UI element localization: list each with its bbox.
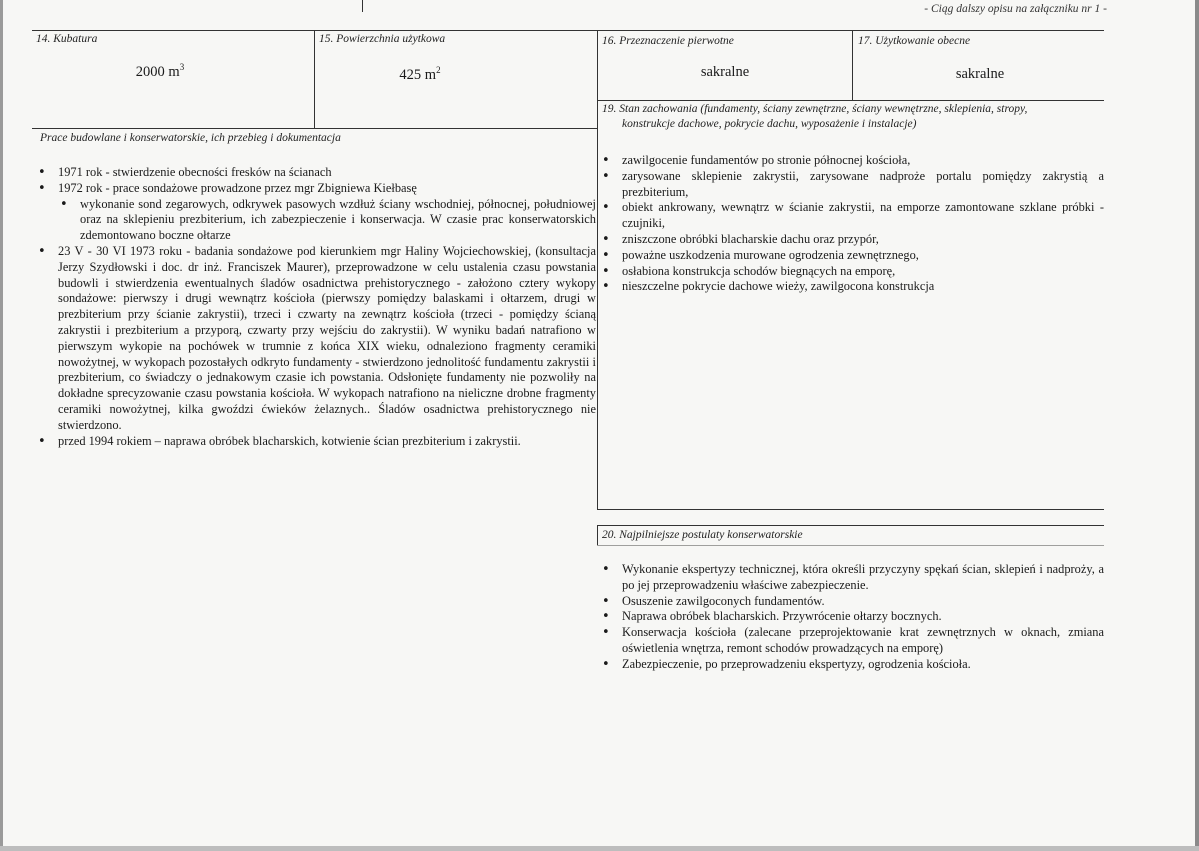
kubatura-value bbox=[60, 62, 260, 81]
list-item: • zarysowane sklepienie zakrystii, zarysowane nadproże portalu pomiędzy zakrystią a prezbiterium, bbox=[600, 169, 1104, 201]
divider-20-left bbox=[597, 525, 598, 545]
prace-list-box bbox=[36, 165, 596, 449]
divider-16-17 bbox=[852, 30, 853, 100]
list-item: • osłabiona konstrukcja schodów biegnących na emporę, bbox=[600, 264, 1104, 280]
kubatura-number: 2000 m bbox=[135, 64, 180, 80]
list-item: • zniszczone obróbki blacharskie dachu oraz przypór, bbox=[600, 232, 1104, 248]
list-item: • Naprawa obróbek blacharskich. Przywrócenie ołtarzy bocznych. bbox=[600, 609, 1104, 625]
continuation-note: - Ciąg dalszy opisu na załączniku nr 1 - bbox=[924, 3, 1107, 15]
divider-center bbox=[597, 30, 598, 510]
rule-below-20-label bbox=[597, 545, 1104, 546]
scan-edge-right bbox=[1195, 0, 1199, 851]
list-item: • Osuszenie zawilgoconych fundamentów. bbox=[600, 594, 1104, 610]
rule-below-19 bbox=[597, 509, 1104, 510]
top-tick bbox=[362, 0, 363, 12]
kubatura-unit-exponent: 3 bbox=[179, 62, 185, 72]
list-item: • 23 V - 30 VI 1973 roku - badania sondażowe pod kierunkiem mgr Haliny Wojciechowskiej, (konsultacja Jerzy Szydłowski i doc. dr inż. Franciszek Maurer), przeprowadzone w celu ustalenia czasu powstania budowli i stwierdzenia ewentualnych śladów osadnictwa prehistorycznego - założono cztery wykopy sondażowe: pierwszy i drugi wewnątrz kościoła (pierwszy pomiędzy balaskami i ołtarzem, drugi w prezbiterium przy ścianie zakrystii), trzeci i czwarty na zewnątrz kościoła (trzeci - pomiędzy ścianą zakrystii i prezbiterium a przyporą, czwarty przy wejściu do zakrystii). W wyniku badań natrafiono w pierwszym wykopie na pochówek w trumnie z końca XIX wieku, odnaleziono fragmenty ceramiki nowożytnej, w wykopach pozostałych odkryto fundamenty - stwierdzono jednolitość fundamentu zakrystii i prezbiterium, co świadczy o jednakowym czasie ich powstania. Odsłonięte fundamenty nie pozwoliły na dokładne sprecyzowanie czasu powstania kościoła. W wykopach natrafiono na nieliczne drobne fragmenty ceramiki nowożytnej, kilka gwoździ ćwieków żelaznych.. Śladów osadnictwa prehistorycznego nie stwierdzono. bbox=[36, 244, 596, 434]
powierzchnia-number: 425 m bbox=[399, 67, 437, 83]
stan-label-line1: 19. Stan zachowania (fundamenty, ściany zewnętrzne, ściany wewnętrzne, sklepienia, stropy, bbox=[602, 103, 1028, 115]
powierzchnia-value bbox=[320, 65, 520, 84]
list-item: • wykonanie sond zegarowych, odkrywek pasowych wzdłuż ściany wschodniej, północnej, południowej oraz na sklepieniu prezbiterium, ich zabezpieczenie i konserwacja. W czasie prac konserwatorskich zdemontowano boczne ołtarze bbox=[36, 197, 596, 244]
list-item: • przed 1994 rokiem – naprawa obróbek blacharskich, kotwienie ścian prezbiterium i zakrystii. bbox=[36, 434, 596, 450]
list-item: • Konserwacja kościoła (zalecane przeprojektowanie krat zewnętrznych w oknach, zmiana oświetlenia wnętrza, remont schodów prowadzących na emporę) bbox=[600, 625, 1104, 657]
rule-above-20 bbox=[597, 525, 1104, 526]
stan-list-box bbox=[600, 153, 1104, 295]
prace-label: Prace budowlane i konserwatorskie, ich przebieg i dokumentacja bbox=[40, 132, 341, 144]
list-item: • Wykonanie ekspertyzy technicznej, która określi przyczyny spękań ścian, sklepień i nadproży, a po jej przeprowadzeniu właściwe zabezpieczenie. bbox=[600, 562, 1104, 594]
przeznaczenie-label: 16. Przeznaczenie pierwotne bbox=[602, 35, 734, 47]
prace-list bbox=[36, 165, 596, 449]
postulaty-label: 20. Najpilniejsze postulaty konserwatorskie bbox=[602, 529, 803, 541]
list-item: • Zabezpieczenie, po przeprowadzeniu ekspertyzy, ogrodzenia kościoła. bbox=[600, 657, 1104, 673]
list-item: • 1971 rok - stwierdzenie obecności fresków na ścianach bbox=[36, 165, 596, 181]
postulaty-list bbox=[600, 562, 1104, 673]
stan-list bbox=[600, 153, 1104, 295]
top-rule bbox=[32, 30, 1104, 31]
scan-edge-bottom bbox=[0, 846, 1199, 851]
list-item: • nieszczelne pokrycie dachowe wieży, zawilgocona konstrukcja bbox=[600, 279, 1104, 295]
rule-above-prace bbox=[32, 128, 597, 129]
list-item: • 1972 rok - prace sondażowe prowadzone przez mgr Zbigniewa Kiełbasę bbox=[36, 181, 596, 197]
powierzchnia-unit-exponent: 2 bbox=[436, 65, 441, 75]
scan-edge-left bbox=[0, 0, 3, 851]
list-item: • zawilgocenie fundamentów po stronie północnej kościoła, bbox=[600, 153, 1104, 169]
powierzchnia-label: 15. Powierzchnia użytkowa bbox=[319, 33, 446, 45]
przeznaczenie-value: sakralne bbox=[700, 64, 750, 80]
stan-label-line2: konstrukcje dachowe, pokrycie dachu, wyposażenie i instalacje) bbox=[622, 118, 917, 130]
uzytkowanie-value: sakralne bbox=[955, 66, 1005, 82]
list-item: • poważne uszkodzenia murowane ogrodzenia zewnętrznego, bbox=[600, 248, 1104, 264]
divider-14-15 bbox=[314, 30, 315, 128]
uzytkowanie-label: 17. Użytkowanie obecne bbox=[858, 35, 971, 47]
kubatura-label: 14. Kubatura bbox=[36, 33, 98, 45]
postulaty-list-box bbox=[600, 562, 1104, 673]
list-item: • obiekt ankrowany, wewnątrz w ścianie zakrystii, na emporze zamontowane szklane próbki - czujniki, bbox=[600, 200, 1104, 232]
rule-above-19 bbox=[597, 100, 1104, 101]
